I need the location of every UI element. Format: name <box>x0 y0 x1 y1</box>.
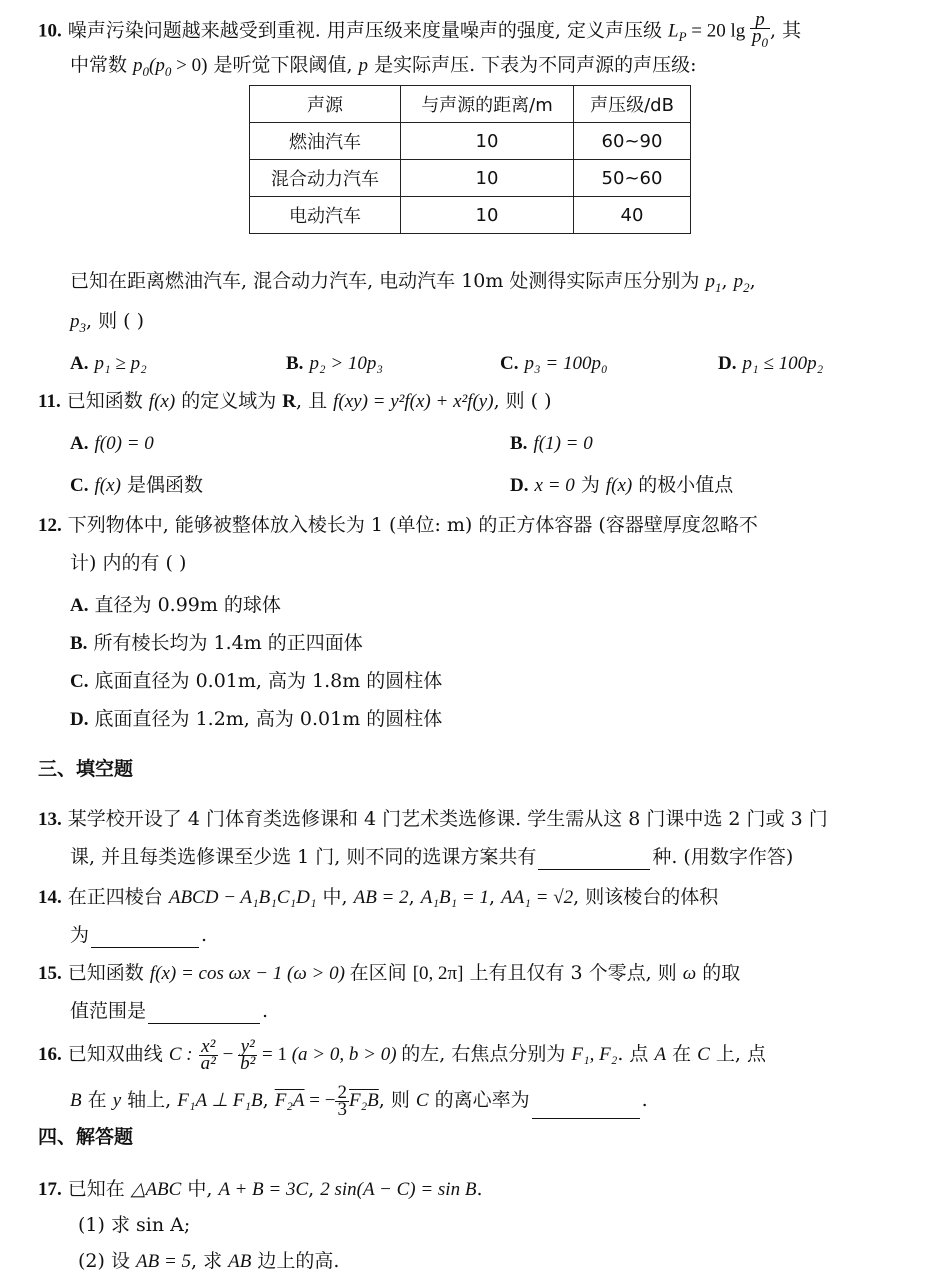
q11-text-a: 已知函数 <box>66 390 149 412</box>
q15-omega-cond: (ω > 0) <box>282 963 350 984</box>
formula-eq: = 20 lg <box>686 20 751 42</box>
q14-period: . <box>201 924 208 946</box>
q10-l3-end: , <box>749 270 756 292</box>
q11-text-b: 的定义域为 <box>175 390 283 412</box>
q15-fx: f(x) = cos ωx − 1 <box>149 963 283 984</box>
q11-option-a <box>70 430 154 457</box>
section-heading-solutions: 四、解答题 <box>38 1126 134 1148</box>
q13-text: 某学校开设了 4 门体育类选修课和 4 门艺术类选修课. 学生需从这 8 门课中选 2 门或 3 门 <box>67 808 828 830</box>
q16-text: 轴上, <box>121 1089 178 1111</box>
q14-sep: , <box>408 886 421 908</box>
q14-line1 <box>38 884 718 911</box>
q16-eq2: = − <box>304 1090 336 1111</box>
q15-text: 的取 <box>696 962 741 984</box>
q13-number: 13. <box>38 809 62 830</box>
answer-blank[interactable] <box>91 925 199 948</box>
q14-line2 <box>70 922 207 948</box>
q17-text: 边上的高. <box>251 1250 340 1272</box>
q16-vector-f2a: F₂A <box>274 1090 305 1111</box>
q15-text: 值范围是 <box>70 1000 147 1022</box>
q15-interval: [0, 2π] <box>412 963 464 984</box>
q10-line4 <box>70 308 144 341</box>
q16-foci: F₁, F₂ <box>571 1044 618 1065</box>
table-cell: 60~90 <box>574 123 691 160</box>
option-text: 为 <box>574 474 606 496</box>
option-label: A. <box>70 353 89 374</box>
q12-line2 <box>70 550 186 576</box>
option-label: C. <box>70 475 89 496</box>
q16-vector-f2b: F₂B <box>348 1090 379 1111</box>
q10-sep: , <box>721 270 734 292</box>
frac-bottom-sub: 0 <box>761 34 769 50</box>
q17-text: 已知在 <box>67 1178 131 1200</box>
q14-sep: , <box>488 886 502 908</box>
q16-number: 16. <box>38 1044 62 1065</box>
q14-text: 为 <box>70 924 90 946</box>
q17-text: , 求 <box>191 1250 229 1272</box>
table-header-cell: 与声源的距离/m <box>401 86 574 123</box>
q10-p0: p <box>133 55 143 76</box>
option-text: 所有棱长均为 1.4m 的正四面体 <box>93 632 363 654</box>
q11-option-c <box>70 472 203 499</box>
option-label: D. <box>718 353 737 374</box>
frac-top: x² <box>199 1039 218 1056</box>
option-label: D. <box>70 709 89 730</box>
option-label: B. <box>70 633 88 654</box>
q16-line2 <box>70 1082 648 1119</box>
q16-frac-y <box>238 1035 257 1074</box>
option-text: p₁ ≤ 100p₂ <box>742 353 824 374</box>
option-label: A. <box>70 595 89 616</box>
q16-cond: (a > 0, b > 0) <box>286 1044 402 1065</box>
frac-bottom: b² <box>240 1052 256 1074</box>
q11-option-d <box>510 472 733 499</box>
q16-text: 在 <box>666 1043 698 1065</box>
q10-p2-sub: 2 <box>743 279 750 295</box>
q17-text: (2) 设 <box>78 1250 136 1272</box>
option-text: f(0) = 0 <box>94 433 154 454</box>
q12-text: 计) 内的有 ( ) <box>70 552 187 574</box>
q16-text: 已知双曲线 <box>67 1043 169 1065</box>
q10-p1-sub: 1 <box>714 279 722 295</box>
option-fx: f(x) <box>94 475 121 496</box>
q16-text: 上, 点 <box>709 1043 766 1065</box>
q13-line1 <box>38 806 828 833</box>
q15-text: 上有且仅有 3 个零点, 则 <box>463 962 683 984</box>
table-header-row <box>250 86 691 123</box>
q15-text: 已知函数 <box>67 962 150 984</box>
q16-period: . <box>641 1089 648 1111</box>
q13-text: 课, 并且每类选修课至少选 1 门, 则不同的选课方案共有 <box>70 846 537 868</box>
q16-text: 的离心率为 <box>428 1089 530 1111</box>
q16-frac-x <box>199 1035 218 1074</box>
q10-p3: p <box>70 311 80 332</box>
q17-ab5: AB = 5 <box>136 1251 192 1272</box>
q10-p0-sub: 0 <box>142 63 150 79</box>
q10-l3: 已知在距离燃油汽车, 混合动力汽车, 电动汽车 10m 处测得实际声压分别为 <box>70 270 706 292</box>
q12-option-d <box>70 706 442 733</box>
q17-ab: AB <box>228 1251 252 1272</box>
q14-ab: AB = 2 <box>353 887 409 908</box>
table-header-cell: 声压级/dB <box>574 86 691 123</box>
q10-number: 10. <box>38 20 62 42</box>
q15-text: 在区间 <box>349 962 413 984</box>
q10-line1 <box>38 9 802 51</box>
q17-part1-text: (1) 求 sin A; <box>78 1214 191 1236</box>
q11-text-d: , 则 ( ) <box>493 390 552 412</box>
option-label: C. <box>500 353 519 374</box>
section-heading-fill-in: 三、填空题 <box>38 758 134 780</box>
frac-bottom: 3 <box>337 1098 347 1120</box>
table-cell: 40 <box>574 197 691 234</box>
q16-text: 的左, 右焦点分别为 <box>401 1043 572 1065</box>
q16-c: C : <box>168 1044 193 1065</box>
q15-line2 <box>70 998 268 1024</box>
q10-option-d <box>718 350 823 377</box>
frac-bottom <box>750 26 770 51</box>
q10-gt0: > 0) <box>171 55 208 76</box>
q11-equation: f(xy) = y²f(x) + x²f(y) <box>333 391 494 412</box>
q14-aa1: AA₁ = √2 <box>501 887 574 908</box>
q10-l2e: 是听觉下限阈值, <box>207 54 359 76</box>
q16-eq1: = 1 <box>257 1044 287 1065</box>
q11-number: 11. <box>38 391 61 412</box>
table-cell: 10 <box>401 123 574 160</box>
table-header-cell: 声源 <box>250 86 401 123</box>
q13-line2 <box>70 844 793 870</box>
formula-fraction <box>750 9 770 51</box>
q12-line1 <box>38 512 758 539</box>
q13-text: 种. (用数字作答) <box>652 846 794 868</box>
q10-p1: p <box>705 271 715 292</box>
q10-text-end: , 其 <box>770 19 802 42</box>
option-text: 底面直径为 0.01m, 高为 1.8m 的圆柱体 <box>94 670 443 692</box>
option-text: p₃ = 100p₀ <box>524 353 608 374</box>
option-text: p₂ > 10p₃ <box>309 353 384 374</box>
q16-perp: F₁A ⊥ F₁B <box>177 1090 263 1111</box>
q10-l2g: 是实际声压. 下表为不同声源的声压级: <box>368 54 697 76</box>
q10-l2a: 中常数 <box>70 54 134 76</box>
q16-text: . 点 <box>617 1043 655 1065</box>
option-text: 直径为 0.99m 的球体 <box>94 594 281 616</box>
q14-frustum: ABCD − A₁B₁C₁D₁ <box>168 887 317 908</box>
q17-line1 <box>38 1176 482 1203</box>
option-text: 是偶函数 <box>120 474 203 496</box>
q11-text-c: , 且 <box>296 390 334 412</box>
table-cell: 50~60 <box>574 160 691 197</box>
q15-line1 <box>38 960 740 987</box>
option-label: B. <box>286 353 304 374</box>
q17-eq1: A + B = 3C <box>218 1179 309 1200</box>
q14-text: 在正四棱台 <box>67 886 169 908</box>
answer-blank[interactable] <box>538 847 650 870</box>
frac-bottom-p: p <box>752 26 762 47</box>
q10-option-a <box>70 350 147 377</box>
table-cell: 混合动力汽车 <box>250 160 401 197</box>
q12-text: 下列物体中, 能够被整体放入棱长为 1 (单位: m) 的正方体容器 (容器壁厚度忽略不 <box>67 514 758 536</box>
table-cell: 燃油汽车 <box>250 123 401 160</box>
option-label: D. <box>510 475 529 496</box>
q12-option-a <box>70 592 281 619</box>
q16-c3: C <box>415 1090 429 1111</box>
q16-text: , 则 <box>378 1089 416 1111</box>
option-label: C. <box>70 671 89 692</box>
q17-eq2: 2 sin(A − C) = sin B <box>320 1179 477 1200</box>
q15-omega: ω <box>682 963 697 984</box>
q16-a: A <box>654 1044 667 1065</box>
q10-line2 <box>70 52 697 85</box>
q17-triangle: △ABC <box>130 1179 182 1200</box>
noise-table <box>249 85 691 234</box>
q15-period: . <box>262 1000 269 1022</box>
table-row <box>250 160 691 197</box>
q10-line3 <box>70 268 756 301</box>
q17-part1 <box>78 1212 190 1238</box>
q12-option-b <box>70 630 363 657</box>
q17-text: 中, <box>181 1178 219 1200</box>
q17-number: 17. <box>38 1179 62 1200</box>
table-row <box>250 123 691 160</box>
q17-period: . <box>476 1178 483 1200</box>
q10-p0b-sub: 0 <box>164 63 172 79</box>
q10-l4-rest: , 则 ( ) <box>86 310 144 332</box>
q10-p3-sub: 3 <box>79 319 86 335</box>
option-text: 的极小值点 <box>632 474 734 496</box>
option-text: p₁ ≥ p₂ <box>94 353 147 374</box>
q16-line1 <box>38 1036 766 1073</box>
q10-p2: p <box>733 271 744 292</box>
q16-frac-2-3 <box>335 1081 349 1120</box>
option-x: x = 0 <box>534 475 575 496</box>
q10-text: 噪声污染问题越来越受到重视. 用声压级来度量噪声的强度, 定义声压级 <box>67 19 668 42</box>
q14-text: , 则该棱台的体积 <box>573 886 719 908</box>
option-fx: f(x) <box>605 475 633 496</box>
q11-R: R <box>282 391 296 412</box>
table-cell: 电动汽车 <box>250 197 401 234</box>
q14-number: 14. <box>38 887 62 908</box>
q10-option-b <box>286 350 383 377</box>
q11-line1 <box>38 388 552 415</box>
answer-blank[interactable] <box>148 1001 260 1024</box>
q12-option-c <box>70 668 442 695</box>
table-row <box>250 197 691 234</box>
frac-bottom: a² <box>200 1052 216 1074</box>
q14-a1b1: A₁B₁ = 1 <box>420 887 489 908</box>
option-text: f(1) = 0 <box>533 433 593 454</box>
q17-sep: , <box>308 1178 321 1200</box>
table-cell: 10 <box>401 160 574 197</box>
q12-number: 12. <box>38 515 62 536</box>
formula-lp: L <box>668 20 679 42</box>
q10-p: p <box>358 55 369 76</box>
formula-lp-sub: P <box>678 29 687 45</box>
option-label: B. <box>510 433 528 454</box>
option-label: A. <box>70 433 89 454</box>
q16-text: 在 <box>81 1089 113 1111</box>
frac-top: 2 <box>337 1081 347 1103</box>
q10-p0b: (p <box>149 55 165 76</box>
q11-fx: f(x) <box>148 391 176 412</box>
q16-y: y <box>112 1090 122 1111</box>
frac-top: y² <box>238 1039 257 1056</box>
q11-option-b <box>510 430 593 457</box>
answer-blank[interactable] <box>532 1096 640 1119</box>
q16-sep: , <box>262 1089 275 1111</box>
q16-c2: C <box>697 1044 710 1065</box>
option-text: 底面直径为 1.2m, 高为 0.01m 的圆柱体 <box>94 708 443 730</box>
q14-text: 中, <box>316 886 354 908</box>
q15-number: 15. <box>38 963 62 984</box>
q16-minus: − <box>217 1044 239 1065</box>
table-cell: 10 <box>401 197 574 234</box>
q16-b: B <box>70 1090 82 1111</box>
q17-part2 <box>78 1248 339 1275</box>
q10-option-c <box>500 350 608 377</box>
frac-top: p <box>750 12 770 29</box>
